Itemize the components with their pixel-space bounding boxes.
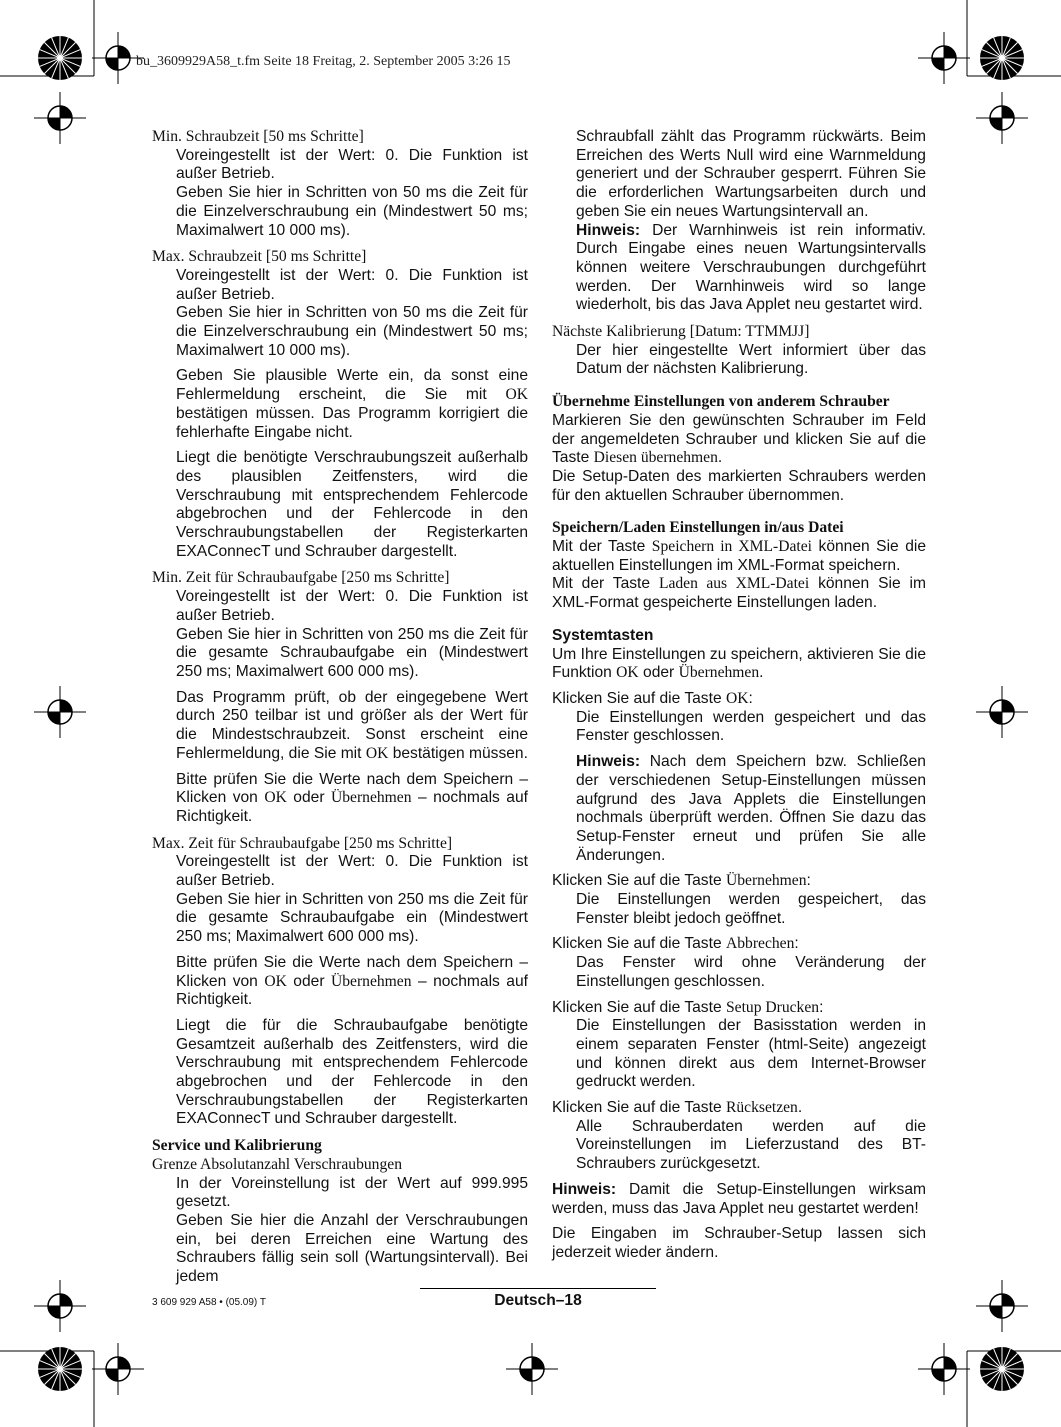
systemtasten-title: Systemtasten (552, 626, 654, 644)
service-p2: Geben Sie hier die Anzahl der Verschraubungen ein, bei deren Erreichen eine Wartung des Schraubers fällig sein soll (Wartungsintervall). Bei jedem (176, 1211, 528, 1286)
left-column (152, 128, 528, 1287)
max-zeit-title: Max. Zeit für Schraubaufgabe [250 ms Schritte] (152, 834, 453, 852)
page-number: Deutsch–18 (494, 1292, 582, 1309)
klick-ok: Klicken Sie auf die Taste OK: (552, 689, 753, 707)
min-schraubzeit-p2: Geben Sie hier in Schritten von 50 ms die Zeit für die Einzelverschraubung ein (Mindestwert 50 ms; Maximalwert 10 000 ms). (176, 184, 528, 239)
max-zeit-p1: Voreingestellt ist der Wert: 0. Die Funktion ist außer Betrieb. (176, 853, 528, 890)
hinweis-speichern: Hinweis: Nach dem Speichern bzw. Schließen der verschiedenen Setup-Einstellungen müssen aufgrund des Java Applets die Einstellungen nochmals überprüft werden. Öffnen Sie dazu das Setup-Fenster erneut und prüfen Sie alle Änderungen. (576, 753, 926, 864)
speichern-p1: Mit der Taste Speichern in XML-Datei können Sie die aktuellen Einstellungen im XML-Format speichern. (552, 538, 926, 574)
right-column (552, 128, 926, 1263)
final-note: Die Eingaben im Schrauber-Setup lassen sich jederzeit wieder ändern. (552, 1225, 926, 1261)
max-zeit-p4: Liegt die für die Schraubaufgabe benötigte Gesamtzeit außerhalb des Zeitfensters, wird die Verschraubung mit entsprechendem Fehlercode abgebrochen und der Fehlercode in den Verschraubungstabellen der Registerkarten EXAConnecT und Schrauber dargestellt. (176, 1016, 528, 1128)
max-schraubzeit-p2: Geben Sie hier in Schritten von 50 ms die Zeit für die Einzelverschraubung ein (Mindestwert 50 ms; Maximalwert 10 000 ms). (176, 304, 528, 359)
max-schraubzeit-title: Max. Schraubzeit [50 ms Schritte] (152, 248, 367, 266)
min-zeit-title: Min. Zeit für Schraubaufgabe [250 ms Schritte] (152, 569, 450, 587)
klick-uebernehmen-p: Die Einstellungen werden gespeichert, das Fenster bleibt jedoch geöffnet. (576, 891, 926, 927)
klick-ruecksetzen: Klicken Sie auf die Taste Rücksetzen. (552, 1099, 803, 1117)
min-zeit-p1: Voreingestellt ist der Wert: 0. Die Funktion ist außer Betrieb. (176, 588, 528, 624)
uebernehme-p2: Die Setup-Daten des markierten Schraubers werden für den aktuellen Schrauber übernommen. (552, 467, 926, 504)
uebernehme-title: Übernehme Einstellungen von anderem Schrauber (552, 393, 890, 411)
klick-setup-drucken-p: Die Einstellungen der Basisstation werden in einem separaten Fenster (html-Seite) angezeigt und können direkt aus dem Internet-Browser gedruckt werden. (576, 1017, 926, 1091)
kalibrierung-p: Der hier eingestellte Wert informiert über das Datum der nächsten Kalibrierung. (576, 341, 926, 378)
max-schraubzeit-p1: Voreingestellt ist der Wert: 0. Die Funktion ist außer Betrieb. (176, 266, 528, 303)
systemtasten-p1: Um Ihre Einstellungen zu speichern, aktivieren Sie die Funktion OK oder Übernehmen. (552, 645, 926, 682)
hinweis-neustart: Hinweis: Damit die Setup-Einstellungen wirksam werden, muss das Java Applet neu gestartet werden! (552, 1180, 926, 1217)
min-zeit-p4: Bitte prüfen Sie die Werte nach dem Speichern – Klicken von OK oder Übernehmen – nochmals auf Richtigkeit. (176, 770, 528, 825)
max-zeit-p3: Bitte prüfen Sie die Werte nach dem Speichern – Klicken von OK oder Übernehmen – nochmals auf Richtigkeit. (176, 953, 528, 1009)
service-title: Service und Kalibrierung (152, 1137, 322, 1155)
doc-code: 3 609 929 A58 • (05.09) T (152, 1297, 266, 1308)
max-schraubzeit-p4: Liegt die benötigte Verschraubungszeit außerhalb des plausiblen Zeitfensters, wird die Verschraubung mit entsprechendem Fehlercode abgebrochen und der Fehlercode in den Verschraubungstabellen der Registerkarten EXAConnecT und Schrauber dargestellt. (176, 449, 528, 560)
speichern-title: Speichern/Laden Einstellungen in/aus Datei (552, 519, 844, 537)
klick-ok-p: Die Einstellungen werden gespeichert und das Fenster geschlossen. (576, 708, 926, 745)
min-zeit-p2: Geben Sie hier in Schritten von 250 ms die Zeit für die gesamte Schraubaufgabe ein (Mindestwert 250 ms; Maximalwert 600 000 ms). (176, 625, 528, 680)
speichern-p2: Mit der Taste Laden aus XML-Datei können Sie im XML-Format gespeicherte Einstellungen laden. (552, 575, 926, 612)
service-p1: In der Voreinstellung ist der Wert auf 999.995 gesetzt. (176, 1174, 528, 1211)
klick-abbrechen: Klicken Sie auf die Taste Abbrechen: (552, 935, 799, 953)
service-subtitle: Grenze Absolutanzahl Verschraubungen (152, 1155, 402, 1173)
klick-setup-drucken: Klicken Sie auf die Taste Setup Drucken: (552, 998, 824, 1016)
uebernehme-p1: Markieren Sie den gewünschten Schrauber im Feld der angemeldeten Schrauber und klicken Sie auf die Taste Diesen übernehmen. (552, 411, 926, 467)
footer-rule (420, 1288, 656, 1289)
max-schraubzeit-p3: Geben Sie plausible Werte ein, da sonst eine Fehlermeldung erscheint, die Sie mit OK bestätigen müssen. Das Programm korrigiert die fehlerhafte Eingabe nicht. (176, 367, 528, 441)
kalibrierung-title: Nächste Kalibrierung [Datum: TTMMJJ] (552, 323, 810, 341)
min-zeit-p3: Das Programm prüft, ob der eingegebene Wert durch 250 teilbar ist und größer als der Wert für die Mindestschraubzeit. Sonst erscheint eine Fehlermeldung, die Sie mit OK bestätigen müssen. (176, 688, 528, 762)
klick-uebernehmen: Klicken Sie auf die Taste Übernehmen: (552, 872, 811, 890)
hinweis-warn: Hinweis: Der Warnhinweis ist rein informativ. Durch Eingabe eines neuen Wartungsintervalls können weitere Verschraubungen durchgeführt werden. Der Warnhinweis wird so lange wiederholt, bis das Java Applet neu gestartet wird. (576, 221, 927, 314)
min-schraubzeit-title: Min. Schraubzeit [50 ms Schritte] (152, 128, 364, 145)
file-header: bu_3609929A58_t.fm Seite 18 Freitag, 2. September 2005 3:26 15 (136, 54, 511, 69)
max-zeit-p2: Geben Sie hier in Schritten von 250 ms die Zeit für die gesamte Schraubaufgabe ein (Mindestwert 250 ms; Maximalwert 600 000 ms). (176, 890, 528, 946)
klick-abbrechen-p: Das Fenster wird ohne Veränderung der Einstellungen geschlossen. (576, 954, 926, 990)
service-continued: Schraubfall zählt das Programm rückwärts. Beim Erreichen des Werts Null wird eine Warnmeldung generiert und der Schrauber gesperrt. Führen Sie die erforderlichen Wartungsarbeiten durch und geben Sie ein neues Wartungsintervall an. (576, 128, 926, 220)
min-schraubzeit-p1: Voreingestellt ist der Wert: 0. Die Funktion ist außer Betrieb. (176, 146, 528, 183)
klick-ruecksetzen-p: Alle Schrauberdaten werden auf die Voreinstellungen im Lieferzustand des BT-Schraubers zurückgesetzt. (576, 1117, 926, 1173)
